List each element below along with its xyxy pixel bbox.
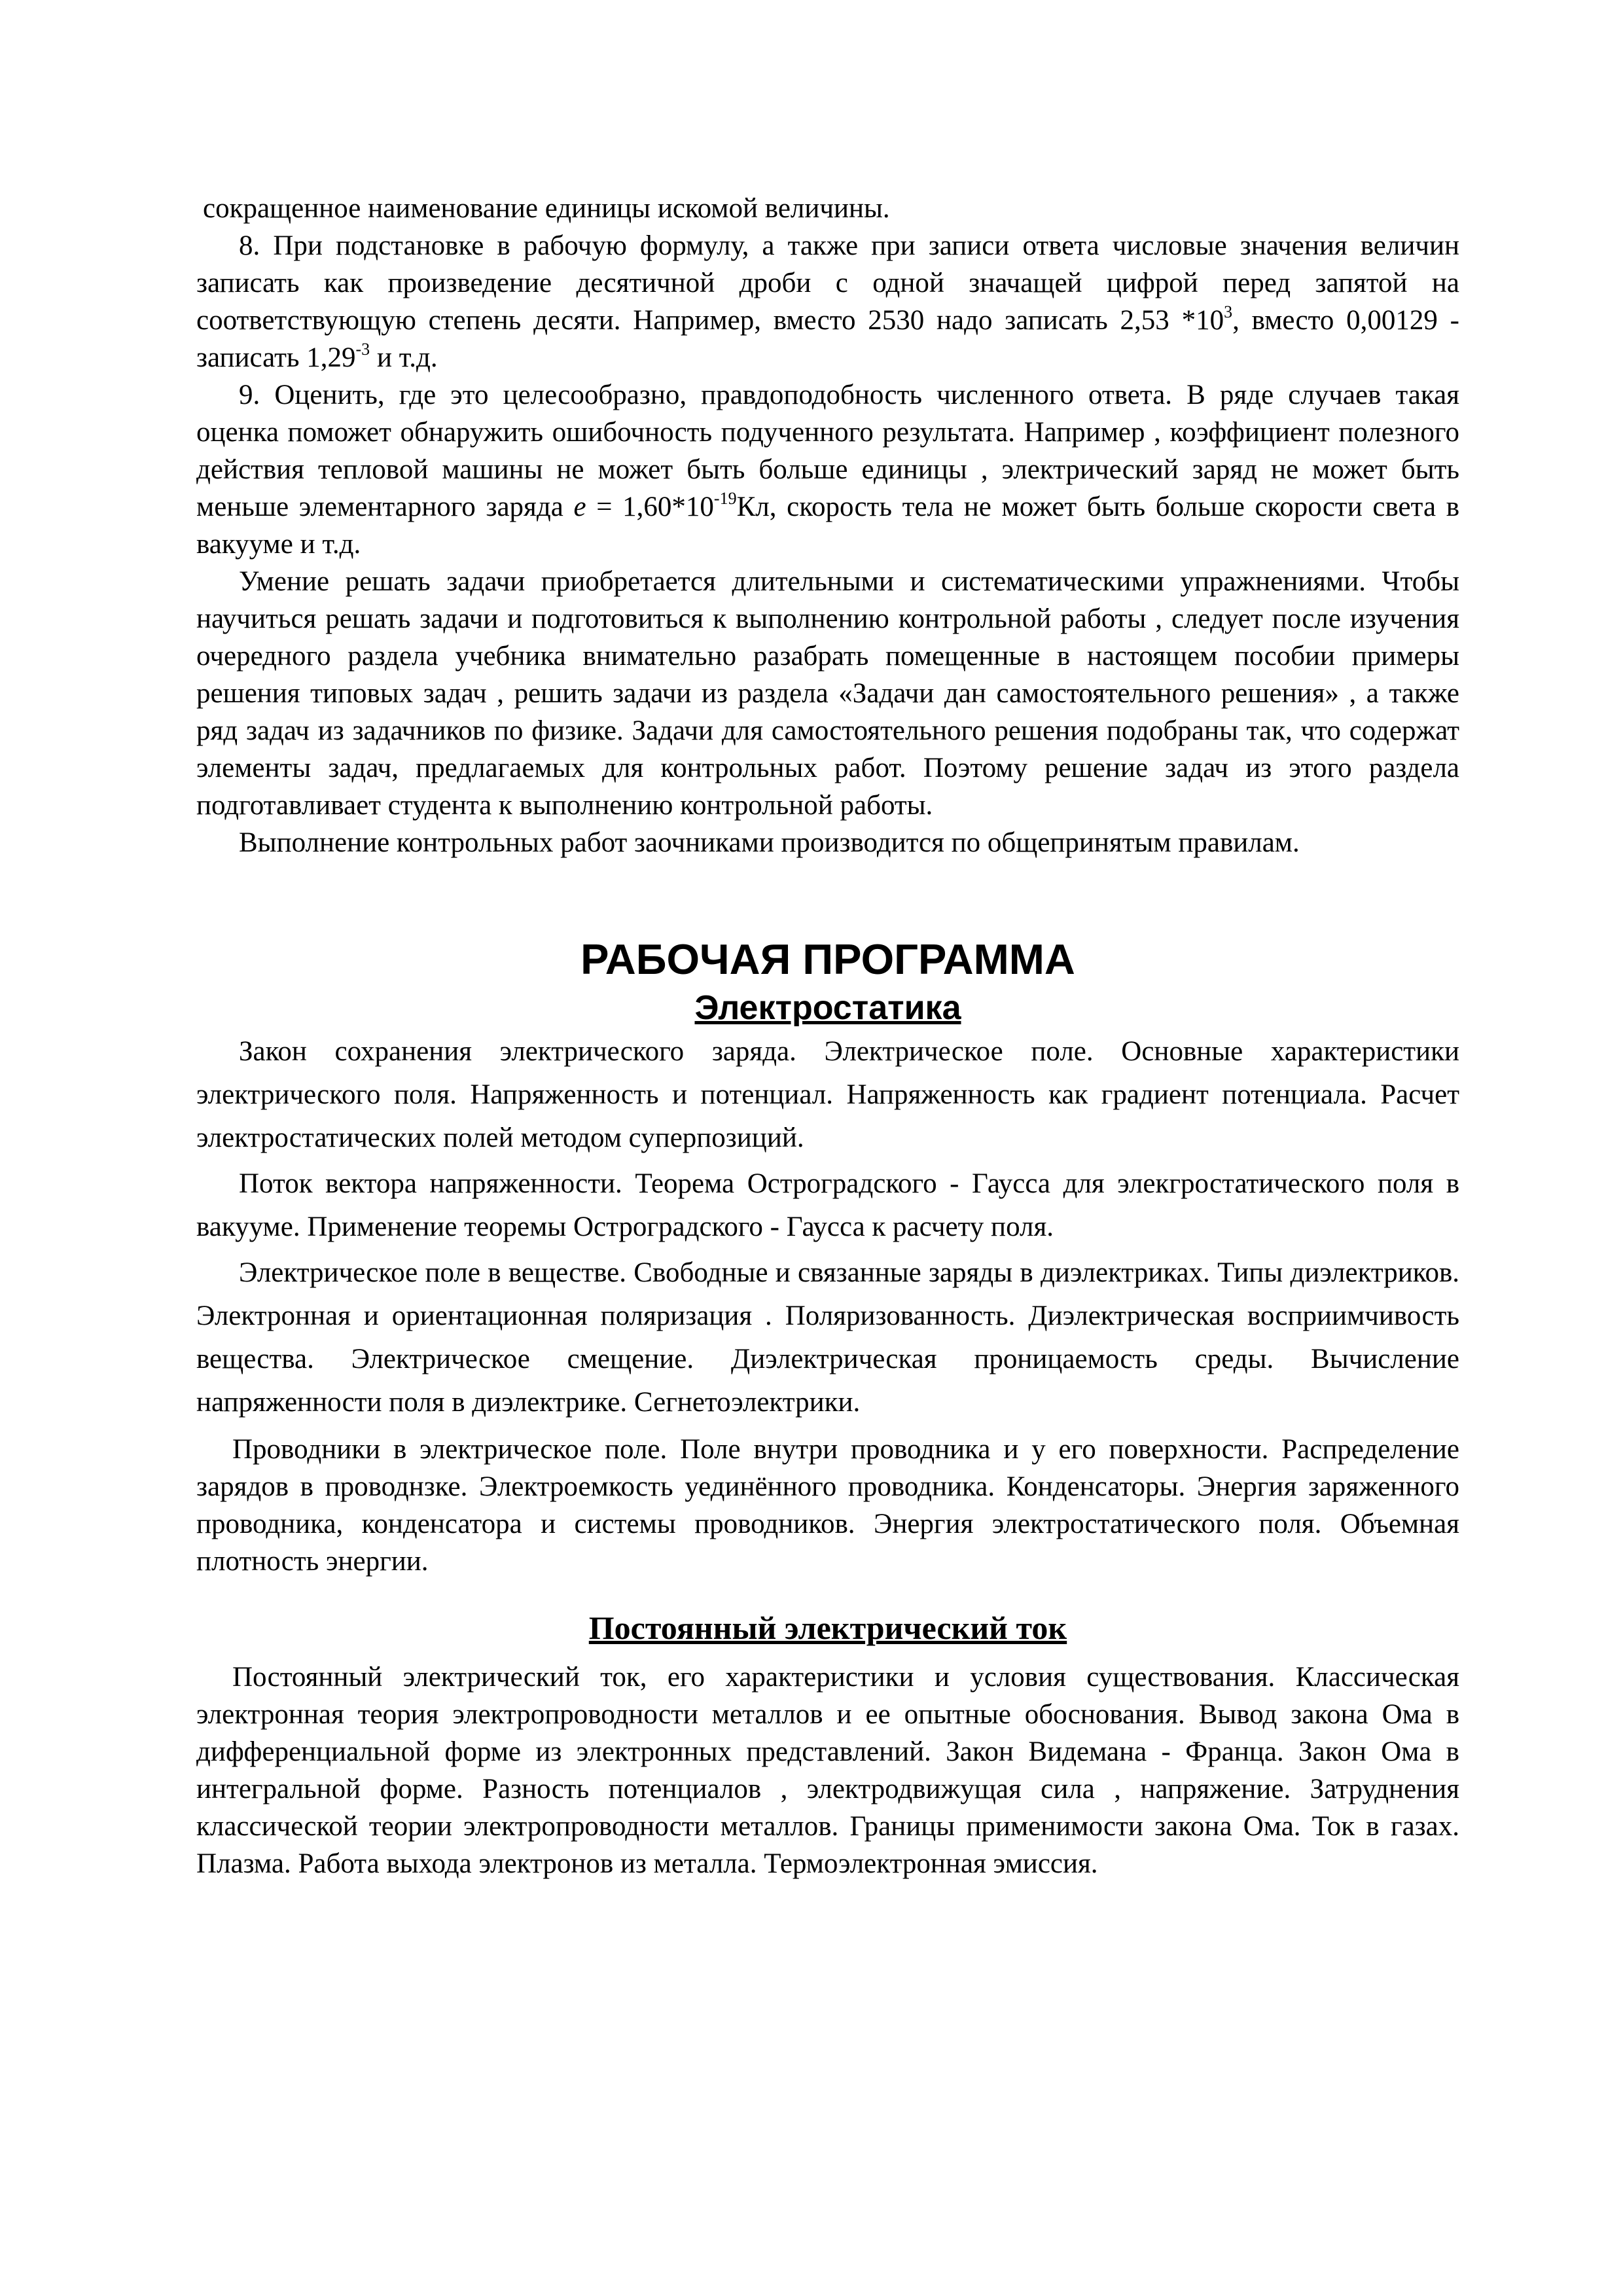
section-heading-electrostatics: Электростатика bbox=[694, 989, 961, 1027]
electrostatics-paragraph: Электрическое поле в веществе. Свободные и связанные заряды в диэлектриках. Типы диэлектриков. Электронная и ориентационная поляризация . Поляризованность. Диэлектрическая восприимчивость вещества. Электрическое смещение. Диэлектрическая проницаемость среды. Вычисление напряженности поля в диэлектрике. Сегнетоэлектрики. bbox=[196, 1257, 1459, 1418]
instruction-item-8: 8. При подстановке в рабочую формулу, а также при записи ответа числовые значения величин записать как произведение десятичной дроби с одной значащей цифрой перед запятой на соответствующую степень десяти. Например, вместо 2530 надо записать 2,53 $*10^3$, вместо 0,00129 - записать $1,29^{-3}$ и т.д. bbox=[196, 230, 1459, 373]
document-page bbox=[196, 190, 1459, 1882]
section-heading-direct-current: Постоянный электрический ток bbox=[588, 1609, 1067, 1646]
paragraph-problem-solving: Умение решать задачи приобретается длительными и систематическими упражнениями. Чтобы научиться решать задачи и подготовиться к выполнению контрольной работы , следует после изучения очередного раздела учебника внимательно разабрать помещенные в настоящем пособии примеры решения типовых задач , решить задачи из раздела «Задачи дан самостоятельного решения» , а также ряд задач из задачников по физике. Задачи для самостоятельного решения подобраны так, что содержат элементы задач, предлагаемых для контрольных работ. Поэтому решение задач из этого раздела подготавливает студента к выполнению контрольной работы. bbox=[196, 566, 1459, 821]
electrostatics-paragraph: Поток вектора напряженности. Теорема Остроградского - Гаусса для элекгростатического поля в вакууме. Применение теоремы Остроградского - Гаусса к расчету поля. bbox=[196, 1168, 1459, 1242]
instruction-item-9: 9. Оценить, где это целесообразно, правдоподобность численного ответа. В ряде случаев такая оценка поможет обнаружить ошибочность подученного результата. Например , коэффициент полезного действия тепловой машины не может быть больше единицы , электрический заряд не может быть меньше элементарного заряда $е = 1,60*10^{-19}Кл$, скорость тела не может быть больше скорости света в вакууме и т.д. bbox=[196, 380, 1460, 560]
direct-current-paragraph: Постоянный электрический ток, его характеристики и условия существования. Классическая электронная теория электропроводности металлов и ее опытные обоснования. Вывод закона Ома в дифференциальной форме из электронных представлений. Закон Видемана - Франца. Закон Ома в интегральной форме. Разность потенциалов , электродвижущая сила , напряжение. Затруднения классической теории электропроводности металлов. Границы применимости закона Ома. Ток в газах. Плазма. Работа выхода электронов из металла. Термоэлектронная эмиссия. bbox=[196, 1662, 1459, 1879]
electrostatics-paragraph: Закон сохранения электрического заряда. Электрическое поле. Основные характеристики электрического поля. Напряженность и потенциал. Напряженность как градиент потенциала. Расчет электростатических полей методом суперпозиций. bbox=[196, 1036, 1459, 1153]
continued-line: сокращенное наименование единицы искомой величины. bbox=[203, 193, 890, 224]
program-title: РАБОЧАЯ ПРОГРАММА bbox=[580, 935, 1075, 983]
electrostatics-paragraph: Проводники в электрическое поле. Поле внутри проводника и у его поверхности. Распределение зарядов в проводнзке. Электроемкость уединённого проводника. Конденсаторы. Энергия заряженного проводника, конденсатора и системы проводников. Энергия электростатического поля. Объемная плотность энергии. bbox=[196, 1434, 1459, 1577]
paragraph-control-works: Выполнение контрольных работ заочниками производится по общепринятым правилам. bbox=[239, 827, 1300, 858]
